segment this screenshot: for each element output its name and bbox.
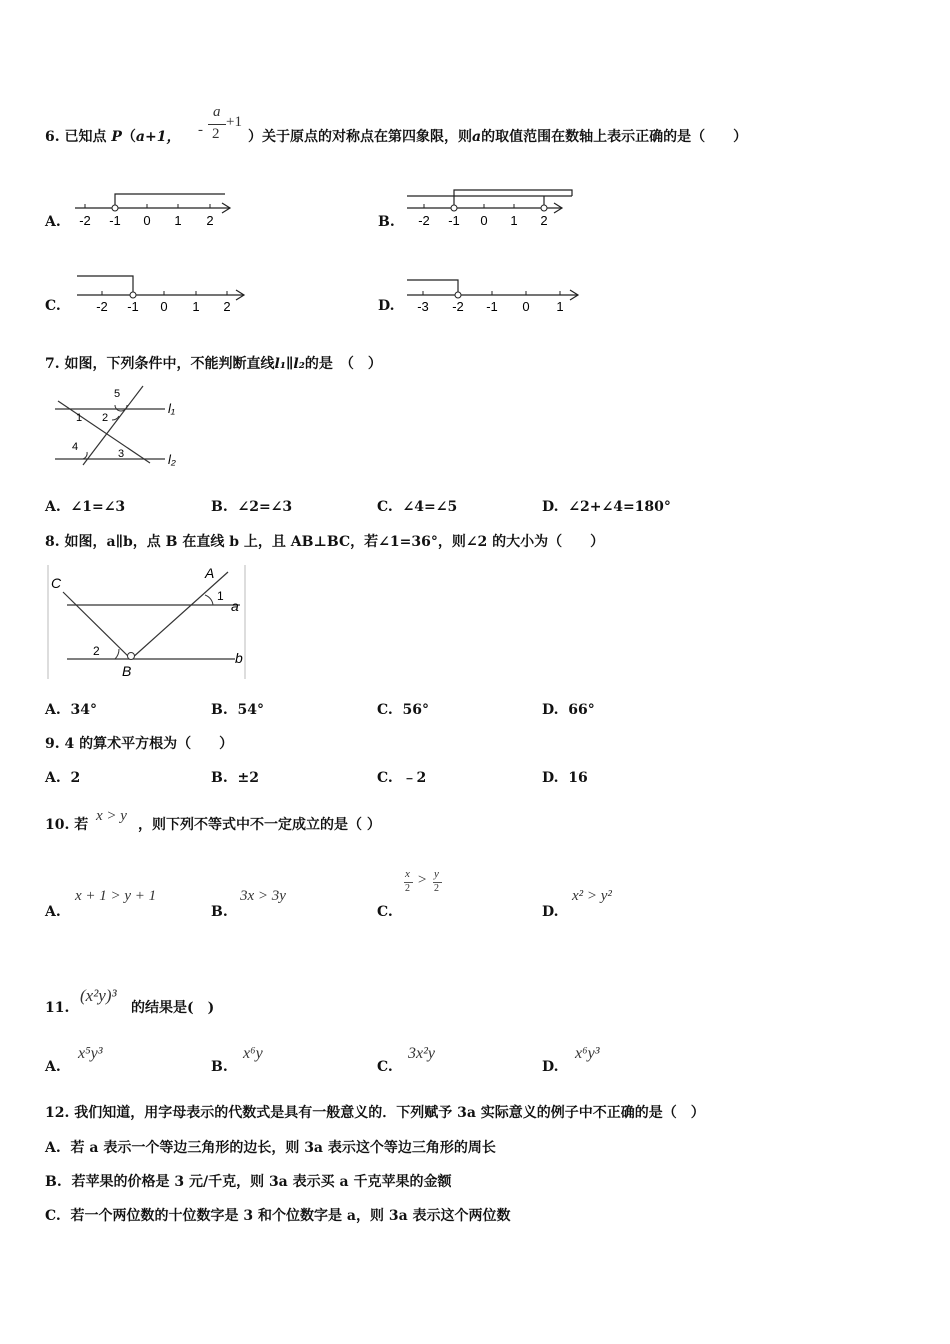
- q8-option-d: [542, 701, 595, 719]
- open-dot: [541, 205, 547, 211]
- tick-label: -2: [418, 213, 430, 228]
- q12-option-c: [45, 1207, 511, 1225]
- q8-option-b: [211, 701, 264, 719]
- angle-label-1: 1: [76, 412, 83, 424]
- option-text: 54°: [237, 702, 264, 718]
- angle-arc: [115, 649, 119, 659]
- q7-figure: [50, 383, 190, 473]
- open-dot: [112, 205, 118, 211]
- point-label-a: A: [205, 565, 215, 581]
- tick-label: 1: [510, 213, 518, 228]
- q11-option-c-expr: 3x²y: [408, 1045, 435, 1062]
- angle-arc: [205, 595, 213, 605]
- q8-text: 如图，a∥b，点 B 在直线 b 上，且 AB⊥BC，若∠1=36°，则∠2 的大小为（ ）: [64, 534, 605, 550]
- option-text: 若苹果的价格是 3 元/千克，则 3a 表示买 a 千克苹果的金额: [71, 1174, 452, 1190]
- angle-label-4: 4: [72, 441, 79, 453]
- option-label: C.: [377, 770, 393, 786]
- line-label-b: b: [235, 650, 243, 666]
- q6-point: P: [111, 129, 122, 145]
- q6-option-a-label: A.: [45, 214, 61, 230]
- option-text: 56°: [402, 702, 430, 718]
- tick-label: -1: [486, 299, 498, 314]
- q10-option-d-label: D.: [542, 904, 559, 920]
- q10-option-c-label: C.: [377, 904, 393, 920]
- tick-label: -1: [109, 213, 121, 228]
- option-text: 2: [70, 770, 81, 786]
- option-label: D.: [542, 770, 559, 786]
- angle-label-5: 5: [114, 388, 121, 400]
- q8-option-c: [377, 701, 429, 719]
- angle-label-1: 1: [217, 589, 224, 603]
- q6-option-d-numberline: [402, 270, 584, 315]
- angle-label-2: 2: [93, 644, 100, 658]
- option-text: ∠1=∠3: [70, 499, 126, 515]
- option-text: ∠4=∠5: [402, 499, 458, 515]
- q6-stem-post: [248, 128, 747, 146]
- q9-text: 4 的算术平方根为（ ）: [64, 736, 234, 752]
- q10-option-a-expr: x + 1 > y + 1: [75, 888, 157, 904]
- q12-option-b: [45, 1173, 451, 1191]
- q8-number: 8.: [45, 534, 60, 550]
- q7-option-c: [377, 498, 457, 516]
- right-angle-mark: [128, 653, 135, 660]
- q6-option-c-numberline: [72, 270, 250, 315]
- q7-number: 7.: [45, 356, 60, 372]
- q11-expr: (x²y)³: [80, 986, 117, 1005]
- q10-text-pre: 若: [74, 817, 89, 833]
- tick-label: 0: [143, 213, 151, 228]
- tick-label: 1: [556, 299, 564, 314]
- solution-ray: [115, 194, 225, 205]
- q10-option-b-label: B.: [211, 904, 228, 920]
- option-label: B.: [211, 702, 228, 718]
- angle-arc: [83, 452, 87, 459]
- solution-ray: [407, 280, 458, 292]
- tick-label: 0: [522, 299, 530, 314]
- q6-option-d-label: D.: [378, 298, 395, 314]
- option-text: ﹣2: [402, 770, 427, 786]
- q6-coord1: a+1，: [135, 129, 181, 145]
- q6-number: 6.: [45, 129, 60, 145]
- line-label-l1: l₁: [168, 401, 175, 416]
- q6-text-pre: 已知点: [64, 129, 107, 145]
- frac-num: x: [405, 868, 410, 880]
- q6-frac-plus: +1: [226, 114, 242, 130]
- q11-number: 11.: [45, 1000, 70, 1016]
- q6-stem: [45, 128, 180, 146]
- q6-text-post2: 的取值范围在数轴上表示正确的是（ ）: [481, 129, 748, 145]
- line-label-l2: l₂: [168, 452, 176, 467]
- q7-option-b: [211, 498, 292, 516]
- q8-stem: [45, 533, 604, 551]
- tick-label: 1: [192, 299, 200, 314]
- q12-text: 我们知道，用字母表示的代数式是具有一般意义的．下列赋予 3a 实际意义的例子中不正确的是（ ）: [74, 1105, 705, 1121]
- q7-parallel: ∥: [285, 356, 294, 372]
- gt-sign: >: [417, 872, 428, 888]
- q6-frac-bar: [208, 124, 226, 125]
- tick-label: -2: [452, 299, 464, 314]
- option-text: ∠2+∠4=180°: [568, 499, 671, 515]
- option-label: A.: [45, 702, 61, 718]
- q7-text-post: 的是 （ ）: [304, 356, 382, 372]
- q6-var: a: [472, 129, 482, 145]
- q10-text-post: ，则下列不等式中不一定成立的是（ ）: [138, 817, 381, 833]
- option-text: ±2: [237, 770, 259, 786]
- q11-option-b-expr: x⁶y: [243, 1045, 263, 1062]
- q7-stem: [45, 355, 382, 373]
- option-text: 若 a 表示一个等边三角形的边长，则 3a 表示这个等边三角形的周长: [70, 1140, 496, 1156]
- q7-option-a: [45, 498, 125, 516]
- open-dot: [455, 292, 461, 298]
- option-label: A.: [45, 499, 61, 515]
- tick-label: 2: [540, 213, 548, 228]
- q9-option-c: [377, 769, 426, 787]
- option-label: B.: [211, 499, 228, 515]
- q6-option-b-numberline: [402, 185, 577, 230]
- q11-option-c-label: C.: [377, 1059, 393, 1075]
- q10-stem-pre: [45, 816, 88, 834]
- option-label: C.: [377, 499, 393, 515]
- point-label-c: C: [51, 575, 62, 591]
- tick-label: -3: [417, 299, 429, 314]
- q11-text-post: 的结果是( ): [131, 1000, 215, 1016]
- tick-label: 2: [206, 213, 214, 228]
- q12-number: 12.: [45, 1105, 70, 1121]
- line-label-a: a: [231, 598, 239, 614]
- tick-label: -1: [448, 213, 460, 228]
- q10-option-b-expr: 3x > 3y: [240, 888, 286, 904]
- q9-number: 9.: [45, 736, 60, 752]
- tick-label: 0: [480, 213, 488, 228]
- q6-frac-num: a: [213, 104, 221, 120]
- option-text: 66°: [568, 702, 595, 718]
- q6-text-post: ）关于原点的对称点在第四象限，则: [248, 129, 472, 145]
- q11-option-d-expr: x⁶y³: [575, 1045, 600, 1062]
- q7-l2: l₂: [293, 356, 305, 372]
- tick-label: -2: [96, 299, 108, 314]
- option-label: A.: [45, 1140, 61, 1156]
- option-label: B.: [211, 770, 228, 786]
- q6-frac-sign: -: [198, 122, 203, 138]
- q11-option-a-expr: x⁵y³: [78, 1045, 103, 1062]
- tick-label: 2: [223, 299, 231, 314]
- q9-option-b: [211, 769, 259, 787]
- q6-option-c-label: C.: [45, 298, 61, 314]
- frac-den: 2: [405, 883, 410, 894]
- point-label-b: B: [122, 663, 132, 679]
- transversal-1: [58, 401, 150, 463]
- q10-number: 10.: [45, 817, 70, 833]
- q11-option-a-label: A.: [45, 1059, 61, 1075]
- angle-label-2: 2: [102, 412, 109, 424]
- q6-option-a-numberline: [70, 188, 240, 230]
- q10-option-a-label: A.: [45, 904, 61, 920]
- q12-option-a: [45, 1139, 496, 1157]
- open-dot: [451, 205, 457, 211]
- option-label: C.: [45, 1208, 61, 1224]
- transversal-2: [83, 386, 143, 465]
- open-dot: [130, 292, 136, 298]
- segment-ba: [131, 572, 228, 659]
- q6-option-b-label: B.: [378, 214, 395, 230]
- frac-num: y: [434, 868, 439, 880]
- option-label: B.: [45, 1174, 62, 1190]
- option-label: D.: [542, 702, 559, 718]
- q7-text-pre: 如图，下列条件中，不能判断直线: [64, 356, 275, 372]
- frac-den: 2: [434, 883, 439, 894]
- q12-stem: [45, 1104, 705, 1122]
- q9-option-d: [542, 769, 588, 787]
- q9-stem: [45, 735, 233, 753]
- angle-label-3: 3: [118, 448, 125, 460]
- tick-label: 0: [160, 299, 168, 314]
- q8-option-a: [45, 701, 97, 719]
- q10-condition: x > y: [96, 808, 127, 824]
- q11-option-d-label: D.: [542, 1059, 559, 1075]
- q7-option-d: [542, 498, 671, 516]
- q8-figure: [45, 562, 250, 682]
- q6-open: （: [121, 129, 136, 145]
- solution-ray: [77, 276, 133, 292]
- q11-option-b-label: B.: [211, 1059, 228, 1075]
- option-label: C.: [377, 702, 393, 718]
- option-text: 若一个两位数的十位数字是 3 和个位数字是 a，则 3a 表示这个两位数: [70, 1208, 511, 1224]
- q10-option-d-expr: x² > y²: [572, 888, 612, 904]
- tick-label: 1: [174, 213, 182, 228]
- option-text: 16: [568, 770, 588, 786]
- q6-frac-den: 2: [212, 126, 220, 142]
- tick-label: -1: [127, 299, 139, 314]
- q7-l1: l₁: [274, 356, 286, 372]
- option-label: D.: [542, 499, 559, 515]
- option-text: ∠2=∠3: [237, 499, 293, 515]
- option-label: A.: [45, 770, 61, 786]
- option-text: 34°: [70, 702, 97, 718]
- q9-option-a: [45, 769, 80, 787]
- tick-label: -2: [79, 213, 91, 228]
